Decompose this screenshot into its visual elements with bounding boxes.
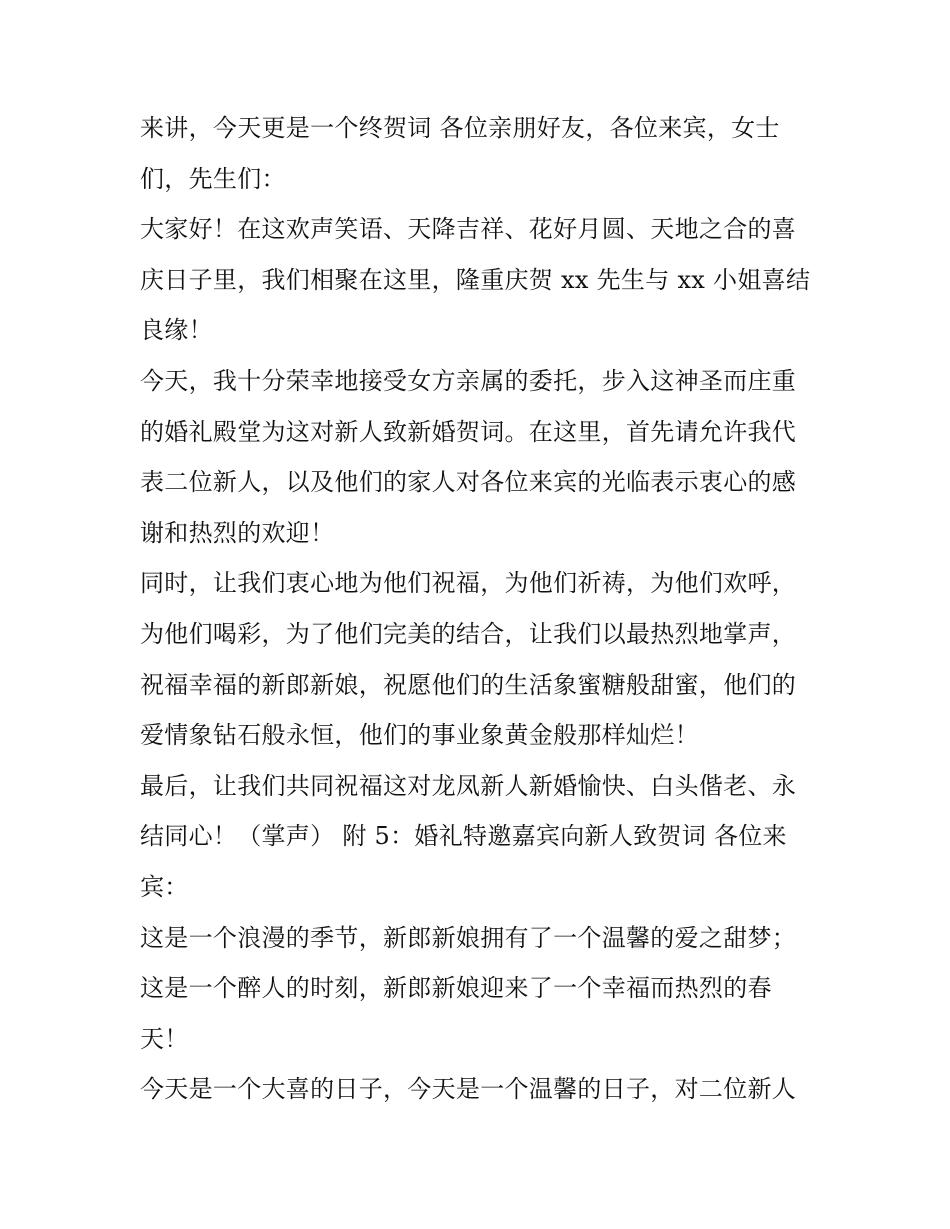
text-line: 的婚礼殿堂为这对新人致新婚贺词。在这里，首先请允许我代 bbox=[140, 417, 797, 446]
text-line: 天！ bbox=[140, 1024, 189, 1053]
document-body bbox=[140, 103, 820, 1115]
text-line: 祝福幸福的新郎新娘，祝愿他们的生活象蜜糖般甜蜜，他们的 bbox=[140, 670, 797, 699]
text-line: 这是一个醉人的时刻，新郎新娘迎来了一个幸福而热烈的春 bbox=[140, 974, 772, 1003]
text-line: 宾： bbox=[140, 872, 189, 901]
text-line: 表二位新人，以及他们的家人对各位来宾的光临表示衷心的感 bbox=[140, 468, 797, 497]
text-line: 今天是一个大喜的日子，今天是一个温馨的日子，对二位新人 bbox=[140, 1075, 797, 1104]
text-line: 这是一个浪漫的季节，新郎新娘拥有了一个温馨的爱之甜梦； bbox=[140, 923, 797, 952]
text-line: 同时，让我们衷心地为他们祝福，为他们祈祷，为他们欢呼， bbox=[140, 569, 797, 598]
text-line: 爱情象钻石般永恒，他们的事业象黄金般那样灿烂！ bbox=[140, 721, 699, 750]
text-line: 结同心！（掌声） 附 5：婚礼特邀嘉宾向新人致贺词 各位来 bbox=[140, 822, 787, 851]
text-line: 庆日子里，我们相聚在这里，隆重庆贺 xx 先生与 xx 小姐喜结 bbox=[140, 265, 811, 294]
text-line: 谢和热烈的欢迎！ bbox=[140, 518, 335, 547]
text-line: 来讲，今天更是一个终贺词 各位亲朋好友，各位来宾，女士 bbox=[140, 114, 780, 142]
text-line: 们，先生们： bbox=[140, 164, 286, 193]
text-line: 大家好！在这欢声笑语、天降吉祥、花好月圆、天地之合的喜 bbox=[140, 215, 797, 244]
text-line: 良缘！ bbox=[140, 316, 213, 345]
text-line: 今天，我十分荣幸地接受女方亲属的委托，步入这神圣而庄重 bbox=[140, 366, 797, 395]
text-line: 为他们喝彩，为了他们完美的结合，让我们以最热烈地掌声， bbox=[140, 619, 797, 648]
text-line: 最后，让我们共同祝福这对龙凤新人新婚愉快、白头偕老、永 bbox=[140, 771, 797, 800]
